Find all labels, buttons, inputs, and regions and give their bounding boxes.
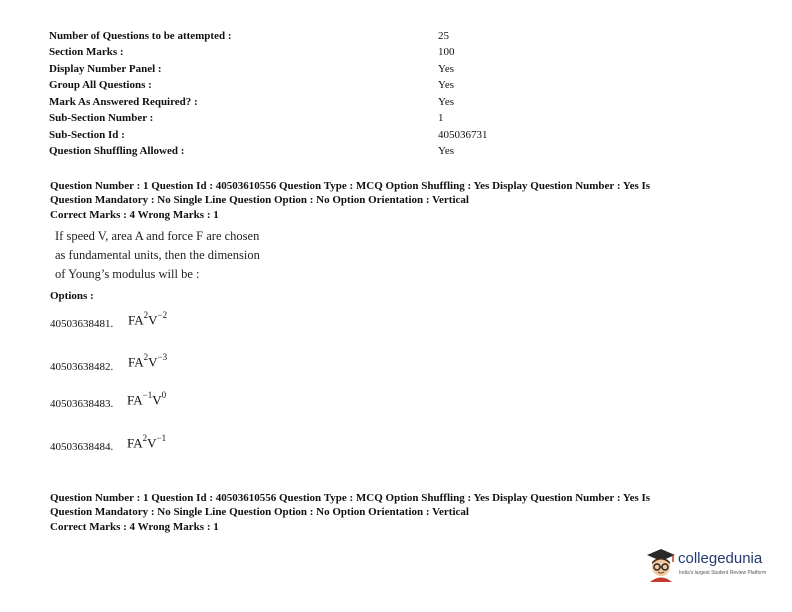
option-formula-3[interactable] [127, 389, 166, 407]
meta-value-sub-section-id: 405036731 [438, 129, 488, 141]
question-text-line2: as fundamental units, then the dimension [55, 248, 260, 262]
question-marks: Correct Marks : 4 Wrong Marks : 1 [50, 209, 219, 221]
option-id-4: 40503638484. [50, 441, 114, 453]
question-header-line1: Question Number : 1 Question Id : 40503610556 Question Type : MCQ Option Shuffling : Yes Display Question Number : Yes Is [50, 492, 651, 504]
formula-base: V [148, 354, 158, 370]
meta-label-question-shuffling: Question Shuffling Allowed : [49, 145, 185, 157]
formula-exponent: −1 [142, 390, 153, 400]
options-label: Options : [50, 290, 94, 302]
formula-base: V [148, 312, 158, 328]
formula-exponent: 2 [143, 352, 149, 362]
option-id-3: 40503638483. [50, 398, 114, 410]
meta-label-mark-as-answered: Mark As Answered Required? : [49, 96, 198, 108]
meta-label-group-all-questions: Group All Questions : [49, 79, 152, 91]
question-text-line1: If speed V, area A and force F are chosen [55, 229, 260, 243]
formula-base: V [152, 392, 162, 408]
formula-exponent: 2 [143, 310, 149, 320]
formula-exponent: −2 [157, 310, 168, 320]
formula-exponent: 2 [142, 433, 148, 443]
question-marks: Correct Marks : 4 Wrong Marks : 1 [50, 521, 219, 533]
meta-label-sub-section-number: Sub-Section Number : [49, 112, 154, 124]
option-formula-2[interactable] [128, 351, 167, 369]
logo-wordmark: collegedunia [678, 550, 763, 567]
meta-value-mark-as-answered: Yes [438, 96, 455, 108]
option-formula-1[interactable] [128, 309, 167, 327]
meta-value-group-all-questions: Yes [438, 79, 455, 91]
question-header-line2: Question Mandatory : No Single Line Question Option : No Option Orientation : Vertical [50, 194, 469, 206]
meta-value-sub-section-number: 1 [438, 112, 444, 124]
graduate-avatar-icon [644, 546, 678, 582]
meta-label-section-marks: Section Marks : [49, 46, 124, 58]
formula-base: FA [128, 354, 144, 370]
formula-exponent: 0 [161, 390, 167, 400]
option-formula-4[interactable] [127, 432, 166, 450]
meta-label-questions-to-attempt: Number of Questions to be attempted : [49, 30, 232, 42]
option-id-1: 40503638481. [50, 318, 114, 330]
meta-value-questions-to-attempt: 25 [438, 30, 449, 42]
formula-base: FA [127, 435, 143, 451]
option-id-2: 40503638482. [50, 361, 114, 373]
meta-label-display-number-panel: Display Number Panel : [49, 63, 162, 75]
formula-base: FA [128, 312, 144, 328]
formula-exponent: −3 [157, 352, 168, 362]
question-header-line1: Question Number : 1 Question Id : 40503610556 Question Type : MCQ Option Shuffling : Yes Display Question Number : Yes Is [50, 180, 651, 192]
logo-tagline: India's largest Student Review Platform [679, 570, 767, 576]
formula-base: FA [127, 392, 143, 408]
meta-value-display-number-panel: Yes [438, 63, 455, 75]
question-text-line3: of Young’s modulus will be : [55, 267, 200, 281]
meta-value-section-marks: 100 [438, 46, 455, 58]
question-header-line2: Question Mandatory : No Single Line Question Option : No Option Orientation : Vertical [50, 506, 469, 518]
meta-value-question-shuffling: Yes [438, 145, 455, 157]
formula-base: V [147, 435, 157, 451]
meta-label-sub-section-id: Sub-Section Id : [49, 129, 125, 141]
formula-exponent: −1 [156, 433, 167, 443]
